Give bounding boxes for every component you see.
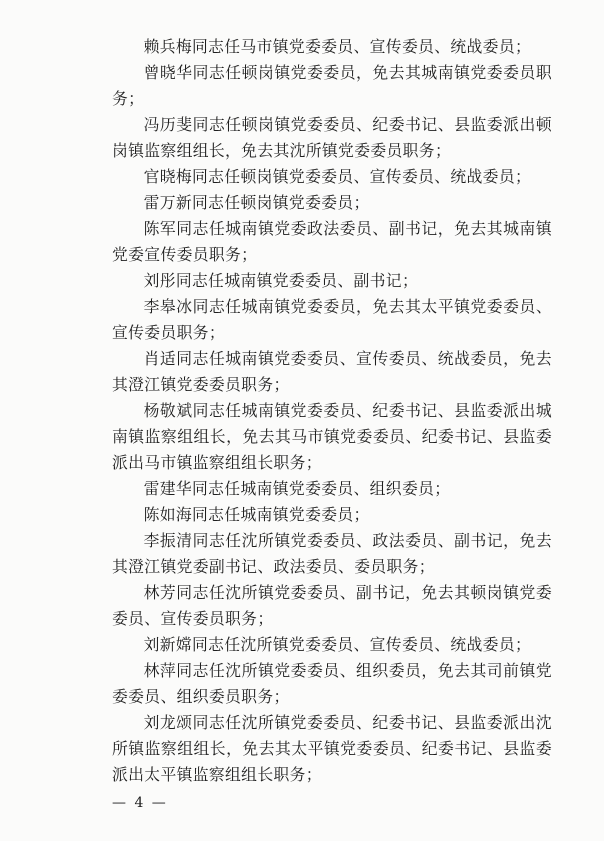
paragraph-17: 刘龙颂同志任沈所镇党委委员、纪委书记、县监委派出沈所镇监察组组长，免去其太平镇党委委员、纪委书记、县监委派出太平镇监察组组长职务； xyxy=(112,713,552,784)
paragraph-14: 林芳同志任沈所镇党委委员、副书记，免去其顿岗镇党委委员、宣传委员职务； xyxy=(112,583,552,628)
paragraph-8: 李皋冰同志任城南镇党委委员，免去其太平镇党委委员、宣传委员职务； xyxy=(112,297,552,342)
paragraph-7: 刘彤同志任城南镇党委委员、副书记； xyxy=(143,271,419,290)
paragraph-3: 冯历斐同志任顿岗镇党委委员、纪委书记、县监委派出顿岗镇监察组组长，免去其沈所镇党委委员职务； xyxy=(112,115,552,160)
paragraph-12: 陈如海同志任城南镇党委委员； xyxy=(143,505,370,524)
paragraph-15: 刘新嫦同志任沈所镇党委委员、宣传委员、统战委员； xyxy=(143,635,532,654)
paragraph-13: 李振清同志任沈所镇党委委员、政法委员、副书记，免去其澄江镇党委副书记、政法委员、委员职务； xyxy=(112,531,552,576)
paragraph-10: 杨敬斌同志任城南镇党委委员、纪委书记、县监委派出城南镇监察组组长，免去其马市镇党委委员、纪委书记、县监委派出马市镇监察组组长职务； xyxy=(112,401,552,472)
paragraph-9: 肖适同志任城南镇党委委员、宣传委员、统战委员，免去其澄江镇党委委员职务； xyxy=(112,349,552,394)
paragraph-6: 陈军同志任城南镇党委政法委员、副书记，免去其城南镇党委宣传委员职务； xyxy=(112,219,552,264)
page-number: — 4 — xyxy=(112,795,168,811)
paragraph-2: 曾晓华同志任顿岗镇党委委员，免去其城南镇党委委员职务； xyxy=(112,63,552,108)
paragraph-4: 官晓梅同志任顿岗镇党委委员、宣传委员、统战委员； xyxy=(143,167,532,186)
paragraph-16: 林萍同志任沈所镇党委委员、组织委员，免去其司前镇党委委员、组织委员职务； xyxy=(112,661,552,706)
document-body xyxy=(112,34,552,788)
paragraph-5: 雷万新同志任顿岗镇党委委员； xyxy=(143,193,370,212)
paragraph-1: 赖兵梅同志任马市镇党委委员、宣传委员、统战委员； xyxy=(143,37,532,56)
paragraph-11: 雷建华同志任城南镇党委委员、组织委员； xyxy=(143,479,451,498)
